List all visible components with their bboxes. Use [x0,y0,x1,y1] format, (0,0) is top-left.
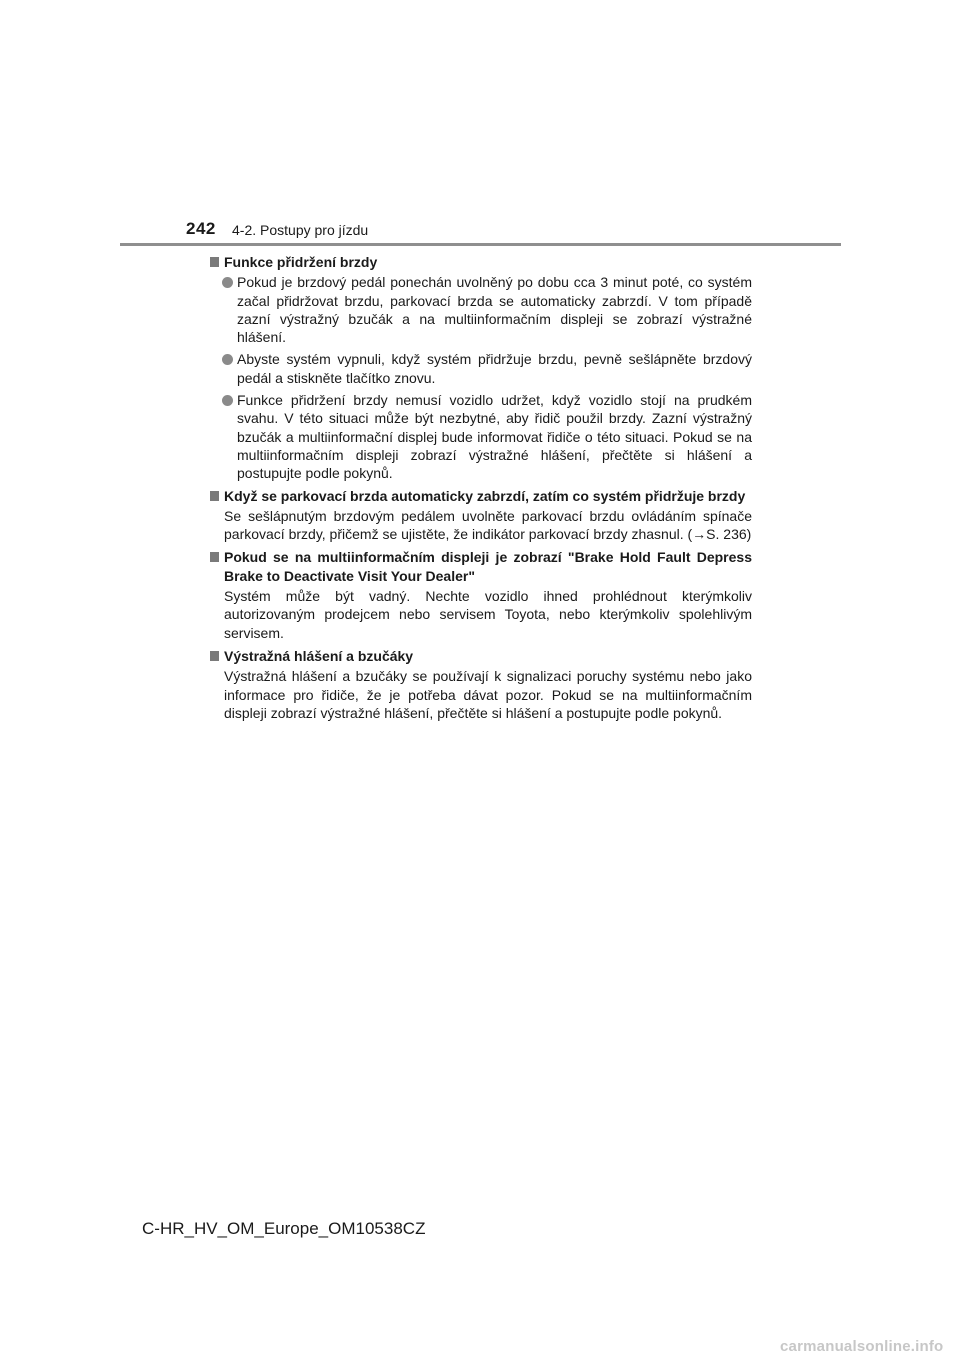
section-heading [210,548,752,585]
section-heading-text: Když se parkovací brzda automaticky zabrzdí, zatím co systém přidržuje brzdy [224,487,746,504]
section-body: Se sešlápnutým brzdovým pedálem uvolněte parkovací brzdu ovládáním spínače parkovací brzdy, přičemž se ujistěte, že indikátor parkovací brzdy zhasnul. (→S. 236) [224,507,752,543]
list-item [210,391,752,482]
list-item-text: Abyste systém vypnuli, když systém přidržuje brzdu, pevně sešlápněte brzdový pedál a stiskněte tlačítko znovu. [237,351,752,386]
chapter-title: 4-2. Postupy pro jízdu [232,222,369,238]
section-heading [210,647,752,665]
section-heading [210,487,752,505]
square-bullet-icon [210,651,219,661]
list-item-text: Funkce přidržení brzdy nemusí vozidlo udržet, když vozidlo stojí na prudkém svahu. V této situaci může být nezbytné, aby řidič použil brzdy. Zazní výstražný bzučák a multiinformační displej bude informovat řidiče o této situaci. Pokud se na multiinformačním displeji zobrazí výstražné hlášení, přečtěte si hlášení a postupujte podle pokynů. [237,392,752,482]
section-brake-hold-function [210,253,752,483]
page-number: 242 [186,219,216,238]
section-body: Výstražná hlášení a bzučáky se používají k signalizaci poruchy systému nebo jako informace pro řidiče, že je potřeba dávat pozor. Pokud se na multiinformačním displeji zobrazí výstražné hlášení, přečtěte si hlášení a postupujte podle pokynů. [224,668,752,721]
circle-bullet-icon [222,277,233,288]
page-content [210,253,752,727]
list-item-text: Pokud je brzdový pedál ponechán uvolněný po dobu cca 3 minut poté, co systém začal přidržovat brzdu, parkovací brzda se automaticky zabrzdí. V tom případě zazní výstražný bzučák a na multiinformačním displeji se zobrazí výstražné hlášení. [237,274,752,346]
section-heading [210,253,752,271]
circle-bullet-icon [222,354,233,365]
section-heading-text: Výstražná hlášení a bzučáky [224,647,414,664]
square-bullet-icon [210,491,219,501]
section-brake-hold-fault [210,548,752,641]
footer-doc-code: C-HR_HV_OM_Europe_OM10538CZ [142,1219,426,1238]
list-item [210,350,752,387]
square-bullet-icon [210,257,219,267]
watermark-text[interactable]: carmanualsonline.info [780,1338,944,1355]
section-warnings-buzzers [210,647,752,722]
section-heading-text: Funkce přidržení brzdy [224,254,378,270]
header-rule [120,243,841,246]
section-parking-brake-auto [210,487,752,544]
square-bullet-icon [210,552,219,562]
list-item [210,273,752,346]
section-heading-text: Pokud se na multiinformačním displeji je zobrazí "Brake Hold Fault Depress Brake to Deactivate Visit Your Dealer" [224,549,752,584]
section-body: Systém může být vadný. Nechte vozidlo ihned prohlédnout kterýmkoliv autorizovaným prodejcem nebo servisem Toyota, nebo kterýmkoliv spolehlivým servisem. [224,588,752,641]
circle-bullet-icon [222,395,233,406]
